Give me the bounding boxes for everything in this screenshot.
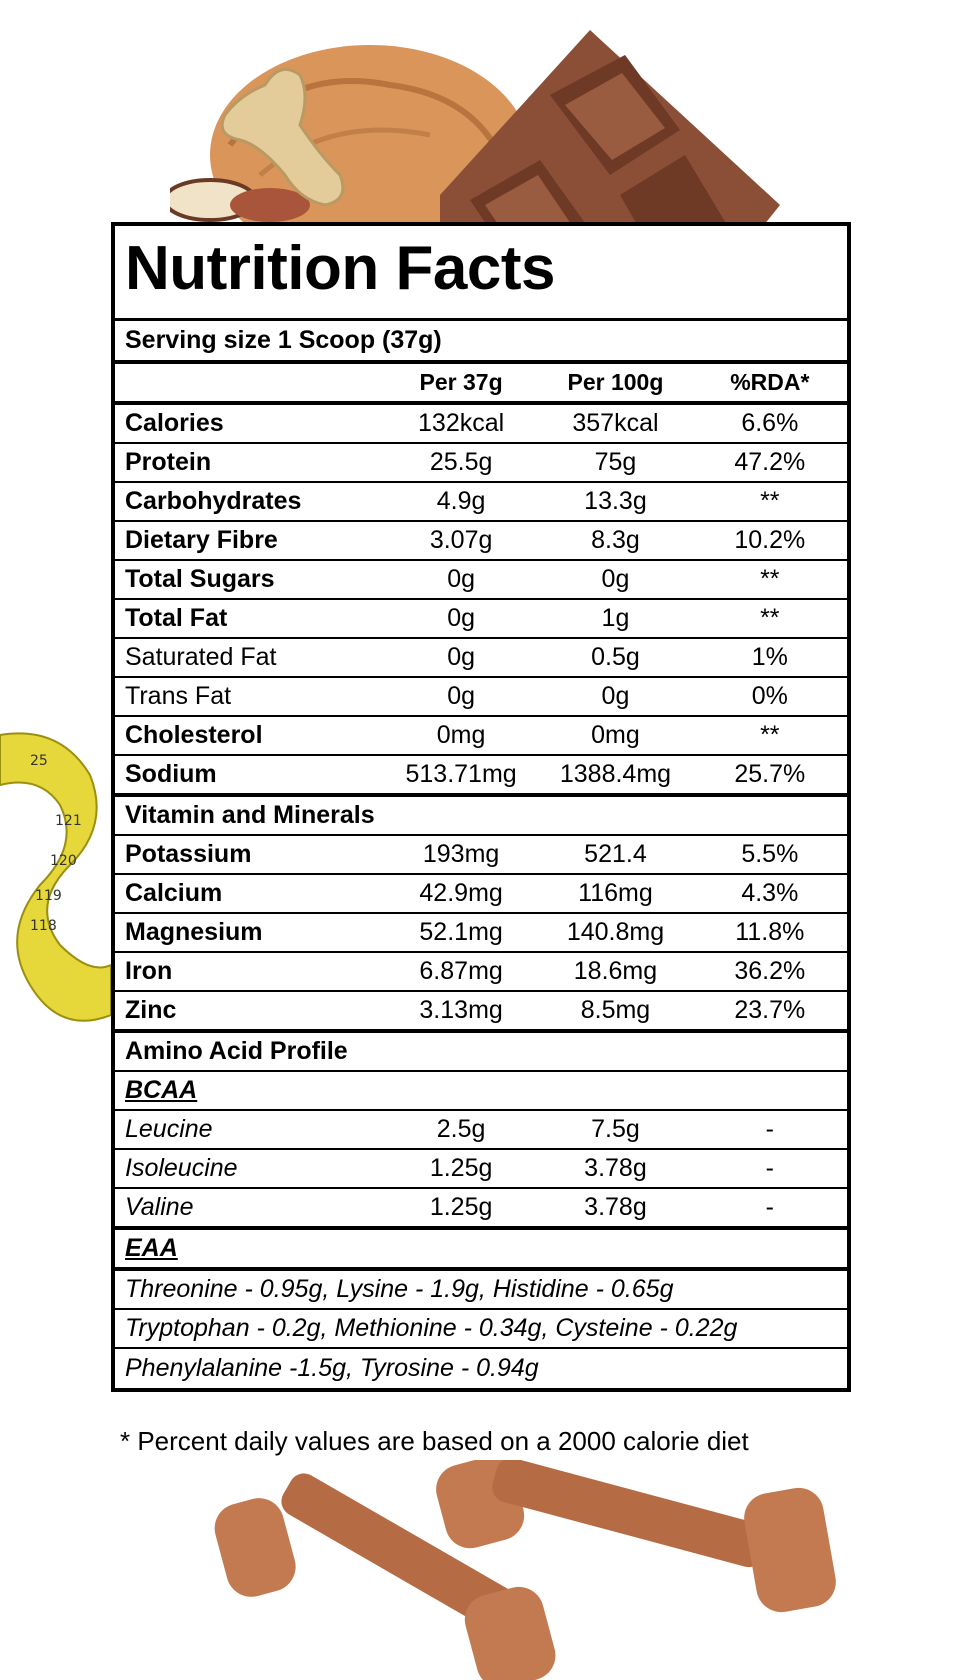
per-serving-value: 132kcal (418, 409, 505, 437)
per-100g-value: 521.4 (584, 840, 647, 868)
per-100g-value: 0.5g (591, 643, 640, 671)
mineral-name: Potassium (125, 840, 252, 868)
vitamin-row-magnesium (115, 914, 847, 953)
nutrient-row-dietary-fibre (115, 522, 847, 561)
measuring-tape-image (0, 715, 111, 1045)
rda-value: ** (760, 721, 780, 749)
per-100g-value: 357kcal (572, 409, 659, 437)
per-100g-value: 140.8mg (566, 918, 665, 946)
per-100g-value: 0g (601, 565, 630, 593)
panel-title: Nutrition Facts (115, 226, 847, 321)
rda-value: - (765, 1154, 774, 1182)
vitamins-heading-row (115, 797, 847, 836)
nutrient-row-total-sugars (115, 561, 847, 600)
rda-value: 1% (751, 643, 788, 671)
per-serving-value: 3.07g (429, 526, 493, 554)
per-100g-value: 0mg (591, 721, 640, 749)
per-100g-value: 3.78g (584, 1154, 647, 1182)
rda-value: 5.5% (741, 840, 799, 868)
vitamin-row-iron (115, 953, 847, 992)
vitamin-row-zinc (115, 992, 847, 1033)
per-100g-value: 13.3g (584, 487, 647, 515)
rda-value: 4.3% (741, 879, 799, 907)
eaa-text: Phenylalanine -1.5g, Tyrosine - 0.94g (125, 1354, 539, 1382)
eaa-line (115, 1271, 847, 1310)
nutrient-row-cholesterol (115, 717, 847, 756)
header-per-100g: Per 100g (567, 369, 664, 395)
mineral-name: Magnesium (125, 918, 263, 946)
svg-text:25: 25 (30, 753, 48, 769)
per-serving-value: 193mg (422, 840, 500, 868)
rda-value: 25.7% (734, 760, 806, 788)
nutrition-facts-panel (111, 222, 851, 1392)
amino-heading: Amino Acid Profile (125, 1037, 348, 1065)
per-100g-value: 3.78g (584, 1193, 647, 1221)
svg-text:121: 121 (55, 813, 82, 829)
svg-text:120: 120 (50, 853, 77, 869)
rda-value: ** (760, 565, 780, 593)
nutrient-name: Total Sugars (125, 565, 275, 593)
vitamins-heading: Vitamin and Minerals (125, 801, 375, 829)
rda-value: 47.2% (734, 448, 806, 476)
per-serving-value: 3.13mg (419, 996, 503, 1024)
nutrient-name: Saturated Fat (125, 643, 277, 671)
column-header-row (115, 364, 847, 405)
bcaa-heading: BCAA (125, 1076, 198, 1104)
amino-name: Isoleucine (125, 1154, 238, 1182)
amino-name: Valine (125, 1193, 194, 1221)
serving-size: Serving size 1 Scoop (37g) (115, 321, 847, 364)
per-100g-value: 0g (601, 682, 630, 710)
per-serving-value: 0g (447, 604, 475, 632)
eaa-line (115, 1310, 847, 1349)
nutrient-row-protein (115, 444, 847, 483)
vitamin-row-potassium (115, 836, 847, 875)
nutrient-row-calories (115, 405, 847, 444)
nutrient-row-saturated-fat (115, 639, 847, 678)
rda-value: 23.7% (734, 996, 806, 1024)
nutrient-name: Carbohydrates (125, 487, 302, 515)
nutrient-name: Trans Fat (125, 682, 232, 710)
header-per-serving: Per 37g (419, 369, 503, 395)
amino-name: Leucine (125, 1115, 213, 1143)
eaa-line (115, 1349, 847, 1388)
per-serving-value: 1.25g (429, 1154, 493, 1182)
eaa-text: Threonine - 0.95g, Lysine - 1.9g, Histidine - 0.65g (125, 1275, 674, 1303)
per-100g-value: 116mg (578, 879, 653, 907)
per-serving-value: 1.25g (429, 1193, 493, 1221)
per-100g-value: 1g (601, 604, 630, 632)
per-serving-value: 4.9g (436, 487, 486, 515)
eaa-heading-row (115, 1230, 847, 1271)
per-100g-value: 1388.4mg (559, 760, 672, 788)
rda-value: - (765, 1193, 774, 1221)
mineral-name: Zinc (125, 996, 177, 1024)
nutrient-row-carbohydrates (115, 483, 847, 522)
per-serving-value: 0mg (436, 721, 486, 749)
per-serving-value: 6.87mg (419, 957, 503, 985)
amino-heading-row (115, 1033, 847, 1072)
bcaa-row-isoleucine (115, 1150, 847, 1189)
nutrient-row-total-fat (115, 600, 847, 639)
rda-value: - (765, 1115, 774, 1143)
rda-footnote: * Percent daily values are based on a 2000 calorie diet (120, 1426, 749, 1456)
nutrient-name: Protein (125, 448, 212, 476)
per-100g-value: 75g (594, 448, 637, 476)
nutrient-name: Total Fat (125, 604, 228, 632)
per-serving-value: 0g (447, 682, 475, 710)
per-serving-value: 52.1mg (419, 918, 503, 946)
nutrient-name: Cholesterol (125, 721, 263, 749)
per-serving-value: 25.5g (429, 448, 493, 476)
rda-value: ** (760, 487, 780, 515)
mineral-name: Iron (125, 957, 173, 985)
per-100g-value: 8.3g (591, 526, 640, 554)
rda-value: 6.6% (741, 409, 799, 437)
per-serving-value: 0g (447, 643, 475, 671)
rda-value: 10.2% (734, 526, 806, 554)
mineral-name: Calcium (125, 879, 223, 907)
bcaa-row-valine (115, 1189, 847, 1230)
eaa-heading: EAA (125, 1234, 178, 1262)
per-serving-value: 2.5g (436, 1115, 486, 1143)
nutrient-row-trans-fat (115, 678, 847, 717)
svg-text:118: 118 (30, 918, 57, 934)
rda-value: ** (760, 604, 780, 632)
rda-value: 36.2% (734, 957, 806, 985)
rda-value: 11.8% (735, 918, 805, 946)
chocolate-bar-image (440, 25, 790, 230)
nutrient-name: Dietary Fibre (125, 526, 278, 554)
rda-value: 0% (751, 682, 788, 710)
svg-text:119: 119 (35, 888, 62, 904)
per-100g-value: 7.5g (591, 1115, 640, 1143)
dumbbells-image (190, 1460, 850, 1680)
header-rda: %RDA* (730, 369, 810, 395)
nutrient-row-sodium (115, 756, 847, 797)
bcaa-heading-row (115, 1072, 847, 1111)
per-serving-value: 0g (447, 565, 475, 593)
per-serving-value: 513.71mg (405, 760, 517, 788)
bcaa-row-leucine (115, 1111, 847, 1150)
vitamin-row-calcium (115, 875, 847, 914)
per-100g-value: 8.5mg (580, 996, 651, 1024)
nutrient-name: Calories (125, 409, 224, 437)
eaa-text: Tryptophan - 0.2g, Methionine - 0.34g, Cysteine - 0.22g (125, 1314, 738, 1342)
per-100g-value: 18.6mg (573, 957, 658, 985)
nutrient-name: Sodium (125, 760, 217, 788)
per-serving-value: 42.9mg (419, 879, 503, 907)
